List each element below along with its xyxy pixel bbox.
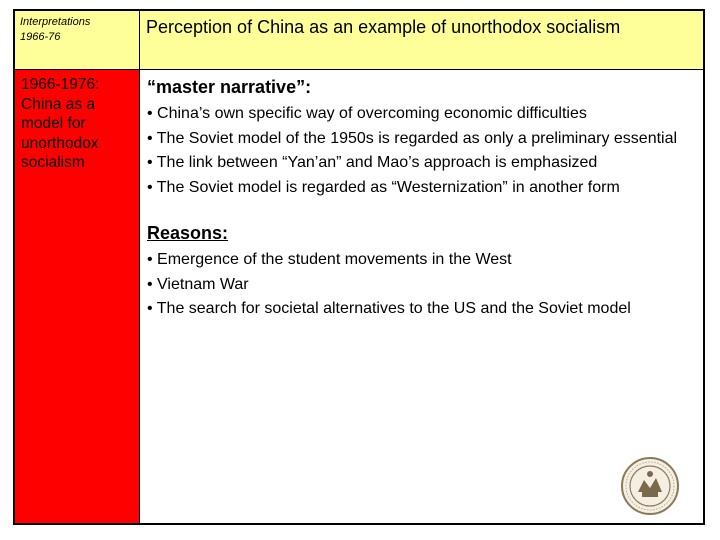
sidebar-line: unorthodox: [21, 134, 99, 152]
master-narrative-heading: “master narrative”:: [147, 77, 312, 97]
header-label-line-2: 1966-76: [20, 31, 61, 43]
header-label-cell: [15, 11, 140, 70]
sidebar-line: socialism: [21, 154, 85, 171]
sidebar-line: model for: [21, 115, 86, 132]
list-item: • The Soviet model of the 1950s is regarded as only a preliminary essential: [147, 129, 678, 147]
bullet-icon: •: [147, 178, 157, 196]
list-item: • The search for societal alternatives to the US and the Soviet model: [147, 300, 631, 317]
list-item: • China’s own specific way of overcoming economic difficulties: [147, 105, 587, 122]
list-item: • Emergence of the student movements in the West: [147, 251, 512, 268]
master-narrative-list: [147, 102, 697, 200]
list-item: • Vietnam War: [147, 275, 249, 293]
reasons-list: [147, 248, 697, 322]
sidebar-period-cell: [15, 70, 140, 523]
slide-frame: [13, 9, 705, 525]
university-seal-icon: [620, 456, 680, 516]
sidebar-line: 1966-1976:: [21, 76, 100, 93]
slide-title: Perception of China as an example of unorthodox socialism: [146, 17, 621, 37]
header-title-cell: [140, 11, 703, 70]
bullet-icon: •: [147, 300, 157, 317]
bullet-icon: •: [147, 105, 158, 122]
bullet-icon: •: [147, 275, 158, 293]
list-item: • The Soviet model is regarded as “Westernization” in another form: [147, 178, 620, 196]
header-label-line-1: Interpretations: [20, 16, 91, 28]
sidebar-line: China as a: [21, 95, 96, 113]
content-cell: [140, 70, 703, 523]
reasons-heading: Reasons:: [147, 223, 229, 243]
bullet-icon: •: [147, 129, 157, 147]
list-item: • The link between “Yan’an” and Mao’s approach is emphasized: [147, 154, 598, 171]
bullet-icon: •: [147, 154, 157, 171]
bullet-icon: •: [147, 251, 158, 268]
